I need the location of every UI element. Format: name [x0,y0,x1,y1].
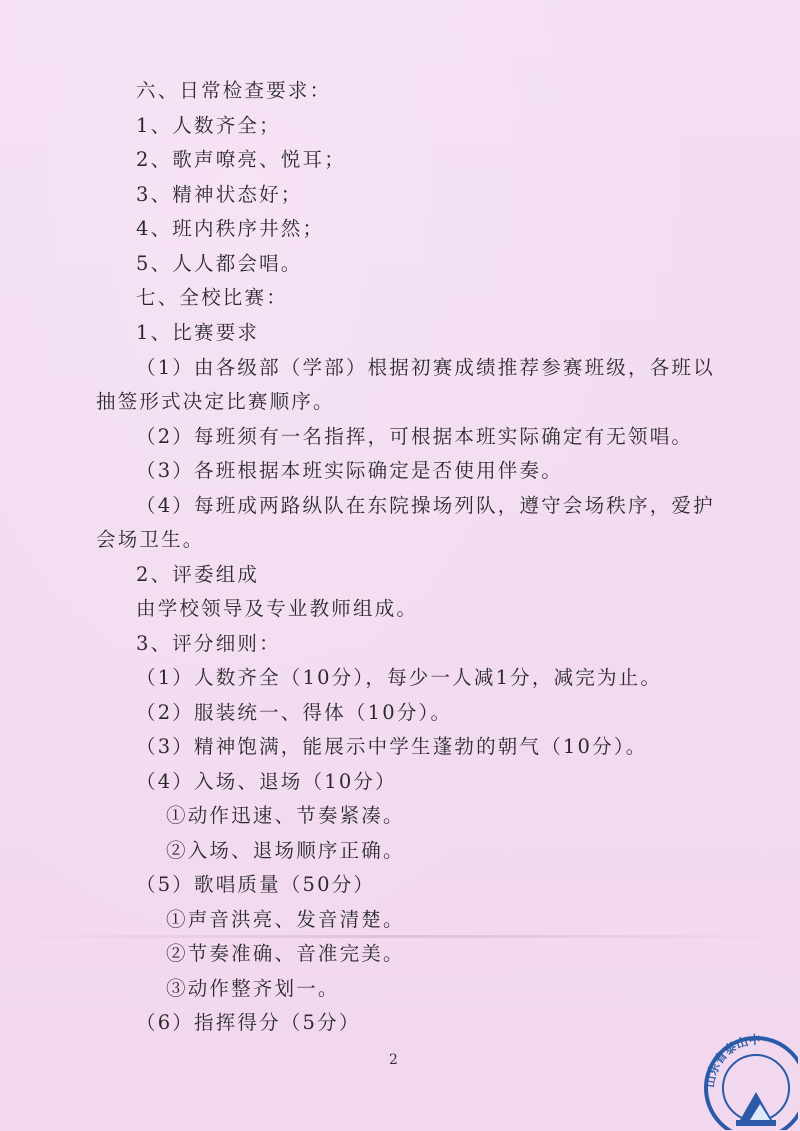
text-line: 3、精神状态好； [136,183,303,206]
text-line: 2、歌声嘹亮、悦耳； [136,148,346,171]
school-seal-logo [700,1020,798,1130]
text-line: ②节奏准确、音准完美。 [166,942,405,965]
text-line: ①动作迅速、节奏紧凑。 [166,804,405,827]
subsection-heading: 2、评委组成 [136,563,260,586]
text-line: ②入场、退场顺序正确。 [166,839,405,862]
section-6-heading: 六、日常检查要求： [136,79,332,102]
text-line: （4）每班成两路纵队在东院操场列队，遵守会场秩序，爱护 [136,494,715,517]
text-line: ①声音洪亮、发音清楚。 [166,908,405,931]
text-line: （1）由各级部（学部）根据初赛成绩推荐参赛班级，各班以 [136,356,715,379]
svg-text:山东省泰山中: 山东省泰山中 [702,1032,762,1089]
text-line: （4）入场、退场（10分） [136,770,397,793]
text-line: （1）人数齐全（10分），每少一人减1分，减完为止。 [136,666,663,689]
subsection-heading: 1、比赛要求 [136,321,260,344]
text-line: （2）服装统一、得体（10分）。 [136,701,453,724]
text-line: 抽签形式决定比赛顺序。 [96,390,335,413]
scan-artifact [0,935,800,938]
text-line: 4、班内秩序井然； [136,217,325,240]
text-line: 由学校领导及专业教师组成。 [136,597,419,620]
text-line: 5、人人都会唱。 [136,252,303,275]
text-line: 1、人数齐全； [136,114,281,137]
text-line: （3）精神饱满，能展示中学生蓬勃的朝气（10分）。 [136,735,648,758]
subsection-heading: 3、评分细则： [136,632,281,655]
text-line: （2）每班须有一名指挥，可根据本班实际确定有无领唱。 [136,425,694,448]
text-line: （6）指挥得分（5分） [136,1011,361,1034]
text-line: ③动作整齐划一。 [166,977,340,1000]
section-7-heading: 七、全校比赛： [136,286,288,309]
text-line: （3）各班根据本班实际确定是否使用伴奏。 [136,459,563,482]
text-line: （5）歌唱质量（50分） [136,873,376,896]
text-line: 会场卫生。 [96,528,205,551]
page-number: 2 [389,1052,398,1068]
